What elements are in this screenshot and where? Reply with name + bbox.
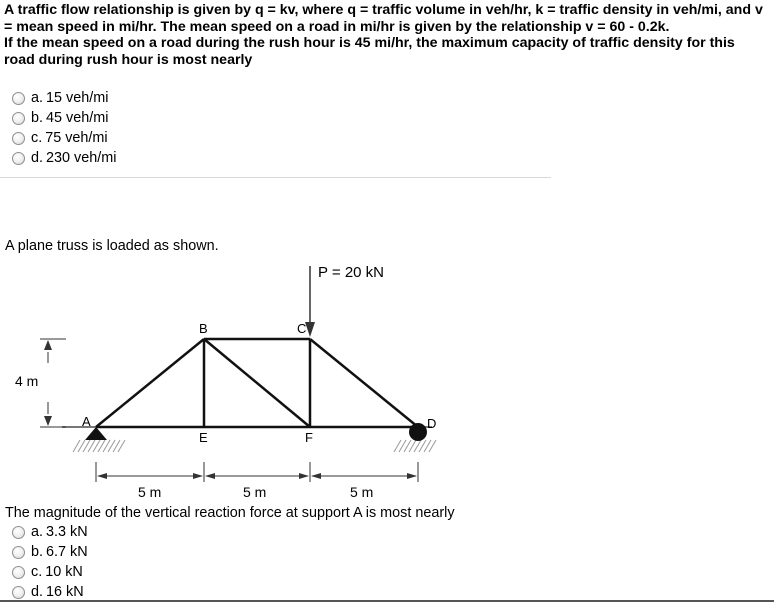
roller-support-D xyxy=(409,423,427,441)
option-text: 16 kN xyxy=(46,584,84,600)
height-dimension xyxy=(40,339,66,427)
question-2-text: The magnitude of the vertical reaction force at support A is most nearly xyxy=(5,505,455,521)
node-label-D: D xyxy=(427,416,437,431)
height-arrow-up xyxy=(44,340,52,350)
member-CD xyxy=(310,339,418,427)
node-label-C: C xyxy=(297,321,307,336)
node-label-B: B xyxy=(199,321,208,336)
option-letter: c. xyxy=(31,564,43,580)
span-label-3: 5 m xyxy=(350,484,374,500)
option-text: 6.7 kN xyxy=(46,544,88,560)
support-hatch-right xyxy=(394,440,436,452)
height-label: 4 m xyxy=(15,373,39,389)
question-2-option-b[interactable] xyxy=(0,542,88,562)
question-2-option-d[interactable] xyxy=(0,582,88,602)
node-label-E: E xyxy=(199,430,208,445)
option-letter: c. xyxy=(31,130,43,146)
question-1-paragraph-2: If the mean speed on a road during the rush hour is 45 mi/hr, the maximum capacity of traffic density for this road during rush hour is most nearly xyxy=(4,35,735,69)
option-text: 230 veh/mi xyxy=(46,150,117,166)
node-label-A: A xyxy=(82,414,91,429)
member-AB xyxy=(96,339,204,427)
load-label: P = 20 kN xyxy=(318,264,385,281)
option-letter: a. xyxy=(31,90,44,106)
option-text: 15 veh/mi xyxy=(46,90,109,106)
radio-button[interactable] xyxy=(12,586,25,599)
radio-button[interactable] xyxy=(12,526,25,539)
option-text: 3.3 kN xyxy=(46,524,88,540)
span-label-1: 5 m xyxy=(138,484,162,500)
span-label-2: 5 m xyxy=(243,484,267,500)
option-letter: d. xyxy=(31,150,44,166)
question-2-option-c[interactable] xyxy=(0,562,88,582)
load-arrow xyxy=(305,266,315,337)
question-2-option-a[interactable] xyxy=(0,522,88,542)
node-label-F: F xyxy=(305,430,313,445)
radio-button[interactable] xyxy=(12,546,25,559)
question-2-intro: A plane truss is loaded as shown. xyxy=(5,238,219,254)
question-2-options xyxy=(0,522,88,602)
member-BF xyxy=(204,339,310,427)
support-hatch-left xyxy=(73,440,125,452)
height-arrow-down xyxy=(44,416,52,426)
option-letter: d. xyxy=(31,584,44,600)
span-dimension xyxy=(96,462,418,482)
option-letter: b. xyxy=(31,110,44,126)
truss-members xyxy=(96,339,418,427)
radio-button[interactable] xyxy=(12,566,25,579)
question-1-paragraph-1: A traffic flow relationship is given by q = kv, where q = traffic volume in veh/hr, k = traffic density in veh/mi, and v = mean speed in mi/hr. The mean speed on a road in mi/hr is given by the relationship v = 60 - 0.2k. xyxy=(4,2,763,35)
option-letter: a. xyxy=(31,524,44,540)
option-text: 75 veh/mi xyxy=(45,130,108,146)
option-text: 45 veh/mi xyxy=(46,110,109,126)
option-text: 10 kN xyxy=(45,564,83,580)
option-letter: b. xyxy=(31,544,44,560)
